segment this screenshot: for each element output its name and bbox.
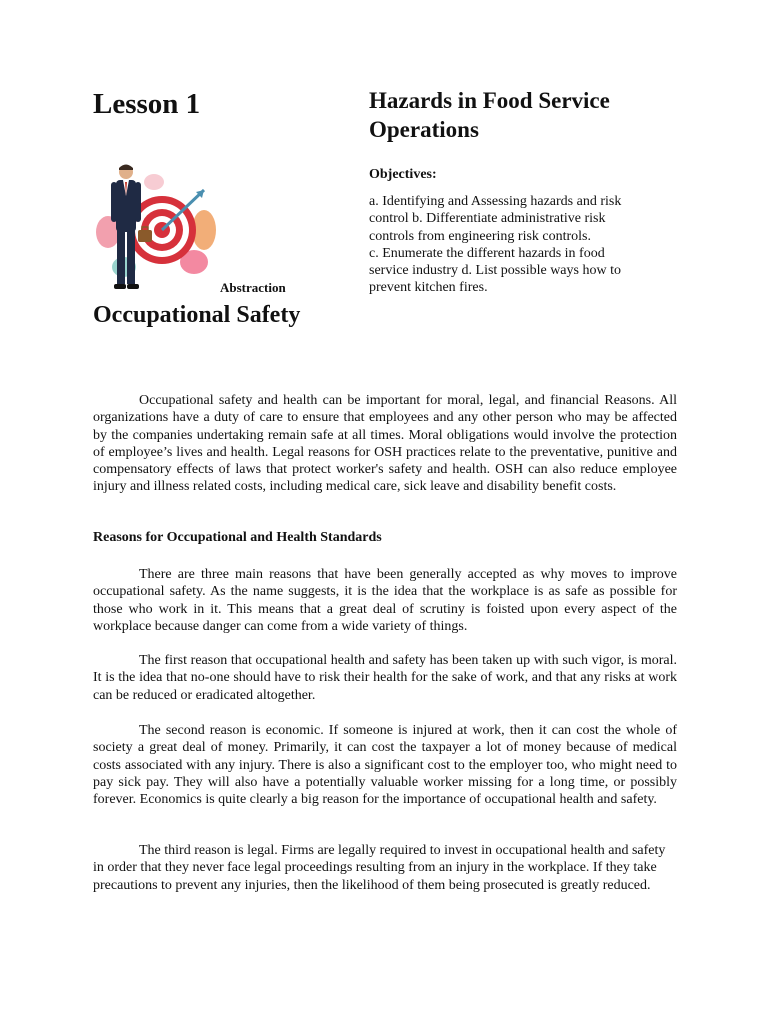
section-title: Occupational Safety [93,302,301,328]
third-reason-paragraph: The third reason is legal. Firms are legally required to invest in occupational health and safety in order that they never face legal proceedings resulting from an injury in the workplace. If they take precautions to prevent any injuries, then the likelihood of them being prosecuted is greatly reduced. [93,843,666,893]
objectives-list [369,193,639,297]
businessman-target-icon [94,162,220,296]
topic-title: Hazards in Food Service Operations [369,88,610,142]
first-reason-paragraph: The first reason that occupational health and safety has been taken up with such vigor, is moral. It is the idea that no-one should have to risk their health for the sake of work, and that any risks at work can be reduced or eradicated altogether. [93,653,677,703]
objectives-heading: Objectives: [369,167,437,182]
objectives-item-ab: a. Identifying and Assessing hazards and risk control b. Differentiate administrative risk controls from engineering risk controls. [369,194,622,244]
intro-paragraph: Occupational safety and health can be important for moral, legal, and financial Reasons. All organizations have a duty of care to ensure that employees and any other person who may be affected by the companies undertaking remain safe at all times. Moral obligations would involve the protection of employee’s lives and health. Legal reasons for OSH practices relate to the preventative, punitive and compensatory effects of laws that protect worker's safety and health. OSH can also reduce employee injury and illness related costs, including medical care, sick leave and disability benefit costs. [93,393,677,495]
lesson-title: Lesson 1 [93,88,201,120]
objectives-item-cd: c. Enumerate the different hazards in food service industry d. List possible ways how to prevent kitchen fires. [369,245,621,296]
three-reasons-paragraph: There are three main reasons that have been generally accepted as why moves to improve occupational safety. As the name suggests, it is the idea that the workplace is as safe as possible for those who work in it. This means that a great deal of scrutiny is foisted upon every aspect of the workplace because danger can come from a wide variety of things. [93,567,677,634]
second-reason-paragraph: The second reason is economic. If someone is injured at work, then it can cost the whole of society a great deal of money. Primarily, it can cost the taxpayer a lot of money because of medical costs associated with any injury. There is also a significant cost to the employer too, who might need to pay sick pay. They will also have a potentially valuable worker missing for a long time, or possibly forever. Economics is quite clearly a big reason for the importance of occupational health and safety. [93,723,677,808]
abstraction-label: Abstraction [220,280,286,295]
reasons-heading: Reasons for Occupational and Health Standards [93,530,382,545]
